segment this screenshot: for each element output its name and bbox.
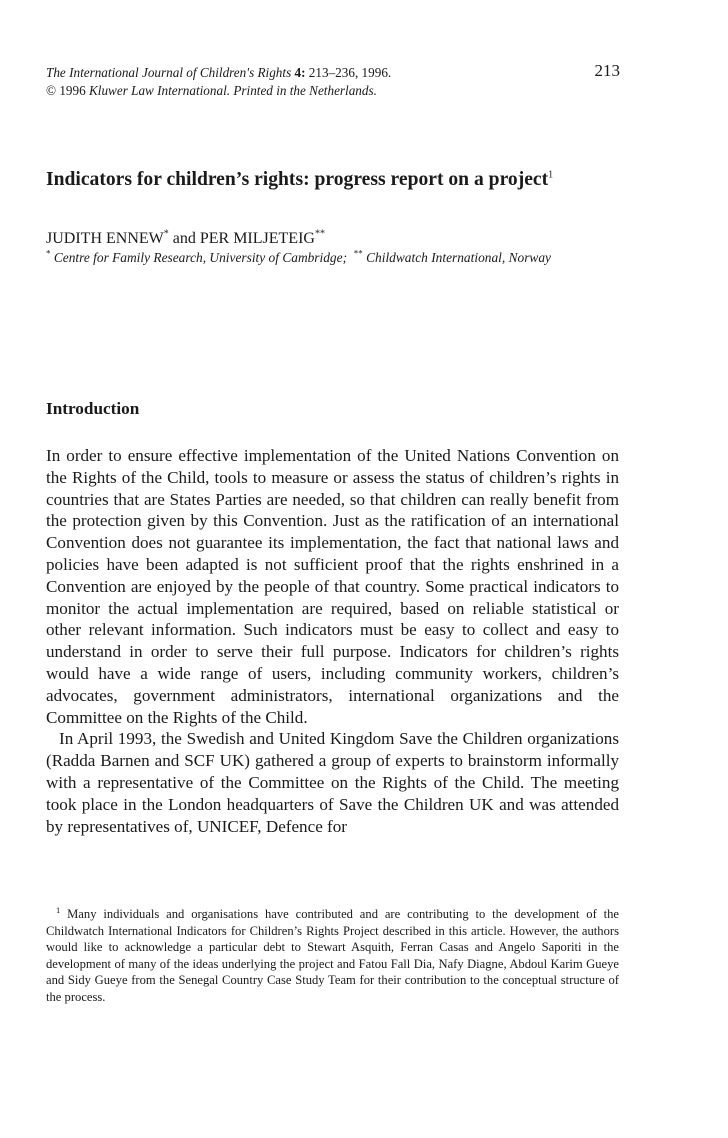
paragraph-2: In April 1993, the Swedish and United Kingdom Save the Children organizations (Radda Barnen and SCF UK) gathered a group of experts to brainstorm informally with a representative of the Committee on the Rights of the Child. The meeting took place in the London headquarters of Save the Children UK and was attended by representatives of, UNICEF, Defence for [46, 729, 619, 836]
affiliation-1-mark: * [46, 248, 51, 259]
article-title-text: Indicators for children’s rights: progress report on a project [46, 169, 549, 190]
footnote [46, 906, 619, 1005]
author-1: JUDITH ENNEW [46, 230, 164, 247]
affiliation-2: Childwatch International, Norway [366, 250, 551, 265]
author-line [46, 229, 325, 249]
citation-line [46, 61, 620, 82]
body-text [46, 445, 619, 837]
author-conjunction: and [172, 230, 196, 247]
publisher-line: Kluwer Law International. Printed in the Netherlands. [89, 83, 377, 98]
footnote-text: Many individuals and organisations have contributed and are contributing to the development of the Childwatch International Indicators for Children’s Rights Project described in this article. However, the authors would like to acknowledge a particular debt to Stewart Asquith, Ferran Casas and Angelo Saporiti in the development of many of the ideas underlying the project and Fatou Fall Dia, Nafy Diagne, Abdoul Karim Gueye and Sidy Gueye from the Senegal Country Case Study Team for their contribution to the conceptual structure of the process. [46, 907, 619, 1004]
affiliation-2-mark: ** [353, 248, 363, 259]
copyright-symbol: © [46, 83, 57, 98]
author-2-mark: ** [314, 228, 325, 240]
journal-name: The International Journal of Children's Rights [46, 65, 292, 80]
affiliations [46, 249, 626, 267]
author-2: PER MILJETEIG [199, 230, 315, 247]
copyright-line [46, 82, 620, 100]
paragraph-1: In order to ensure effective implementation of the United Nations Convention on the Rights of the Child, tools to measure or assess the status of children’s rights in countries that are States Parties are needed, so that children can really benefit from the protection given by this Convention. Just as the ratification of an international Convention does not guarantee its implementation, the fact that national laws and policies have been adapted is not sufficient proof that the rights enshrined in a Convention are enjoyed by the people of that country. Some practical indicators to monitor the actual implementation are required, based on reliable statistical or other relevant information. Such indicators must be easy to collect and easy to understand in order to serve their full purpose. Indicators for children’s rights would have a wide range of users, including community workers, children’s advocates, government administrators, international organizations and the Committee on the Rights of the Child. [46, 446, 619, 727]
author-1-mark: * [163, 228, 169, 240]
page-number: 213 [594, 61, 620, 80]
footnote-mark: 1 [56, 904, 61, 915]
affiliation-1: Centre for Family Research, University of Cambridge; [53, 250, 348, 265]
running-header [46, 61, 620, 100]
section-heading: Introduction [46, 399, 140, 418]
volume-number: 4: [294, 65, 306, 80]
article-title [46, 168, 646, 192]
copyright-year: 1996 [59, 83, 86, 98]
title-footnote-mark: 1 [548, 169, 554, 181]
pages-and-year: 213–236, 1996. [308, 65, 392, 80]
